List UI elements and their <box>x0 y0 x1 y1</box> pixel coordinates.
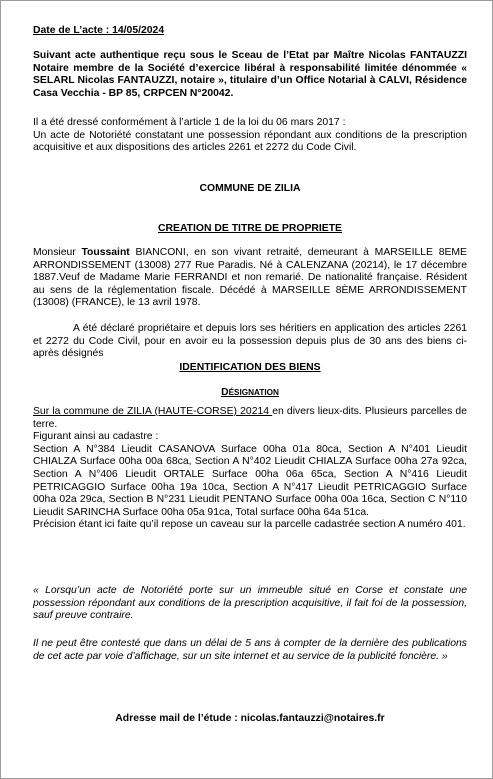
designation-heading <box>33 387 467 400</box>
intro-paragraph: Suivant acte authentique reçu sous le Sceau de l’Etat par Maître Nicolas FANTAUZZI Notaire membre de la Société d’exercice libéral à responsabilité limitée dénommée « SELARL Nicolas FANTAUZZI, notaire », titulaire d’un Office Notarial à CALVI, Résidence Casa Vecchia - BP 85, CRPCEN N°20042. <box>33 50 467 99</box>
cadastre-intro: Figurant ainsi au cadastre : <box>33 431 159 443</box>
owner-paragraph <box>33 247 467 310</box>
parcel-list: Section A N°384 Lieudit CASANOVA Surface 00ha 01a 80ca, Section A N°401 Lieudit CHIALZA Surface 00ha 00a 68ca, Section A N°402 Lieudit CHIALZA Surface 00ha 27a 92ca, Section A N°406 Lieudit ORTALE Surface 00ha 06a 65ca, Section A N°416 Lieudit PETRICAGGIO Surface 00ha 19a 10ca, Section A N°417 Lieudit PETRICAGGIO Surface 00ha 02a 29ca, Section B N°231 Lieudit PENTANO Surface 00ha 00a 16ca, Section C N°110 Lieudit SARINCHA Surface 00ha 05a 91ca, Total surface 00ha 64a 51ca. <box>33 443 467 518</box>
quote-paragraph-2: Il ne peut être contesté que dans un délai de 5 ans à compter de la dernière des publications de cet acte par voie d’affichage, sur un site internet et au service de la publicité foncière. » <box>33 638 467 662</box>
commune-line <box>33 406 467 431</box>
precision-line: Précision étant ici faite qu’il repose un caveau sur la parcelle cadastrée section A numéro 401. <box>33 519 466 531</box>
designation-first-letter: D <box>221 387 229 398</box>
commune-heading: COMMUNE DE ZILIA <box>199 183 301 194</box>
quote-paragraph-1: « Lorsqu’un acte de Notoriété porte sur un immeuble situé en Corse et constate une possession répondant aux conditions de la prescription acquisitive, il fait foi de la possession, sauf preuve contraire. <box>33 585 467 622</box>
act-date: Date de L’acte : 14/05/2024 <box>33 25 165 36</box>
heirs-paragraph: A été déclaré propriétaire et depuis lors ses héritiers en application des articles 2261 et 2272 du Code Civil, pour en avoir eu la possession depuis plus de 30 ans des biens ci-après désignés <box>33 323 467 360</box>
owner-lastname: BIANCONI <box>129 247 186 258</box>
designation-text <box>33 406 467 532</box>
contact-email: Adresse mail de l’étude : nicolas.fantauzzi@notaires.fr <box>115 713 385 724</box>
legal-line-2: Un acte de Notoriété constatant une possession répondant aux conditions de la prescription acquisitive et aux dispositions des articles 2261 et 2272 du Code Civil. <box>33 129 467 154</box>
designation-rest: ÉSIGNATION <box>228 388 279 397</box>
owner-prefix: Monsieur <box>33 247 82 258</box>
owner-details: , en son vivant retraité, demeurant à MARSEILLE 8EME ARRONDISSEMENT (13008) 277 Rue Paradis. Né à CALENZANA (20214), le 17 décembre 1887.Veuf de Madame Marie FERRANDI et non remarié. De nationalité française. Résident au sens de la réglementation fiscale. Décédé à MARSEILLE 8ÈME ARRONDISSEMENT (13008) (FRANCE), le 13 avril 1978. <box>33 247 467 309</box>
commune-rest: en divers lieux-dits. Plusieurs parcelles de terre. <box>33 406 467 430</box>
owner-firstname: Toussaint <box>81 247 130 258</box>
creation-heading: CREATION DE TITRE DE PROPRIETE <box>158 223 342 234</box>
identification-heading: IDENTIFICATION DES BIENS <box>179 362 321 373</box>
legal-line-1: Il a été dressé conformément à l’article 1 de la loi du 06 mars 2017 : <box>33 117 346 128</box>
commune-underlined: Sur la commune de ZILIA (HAUTE-CORSE) 20214 <box>33 406 273 417</box>
legal-paragraph <box>33 117 467 155</box>
